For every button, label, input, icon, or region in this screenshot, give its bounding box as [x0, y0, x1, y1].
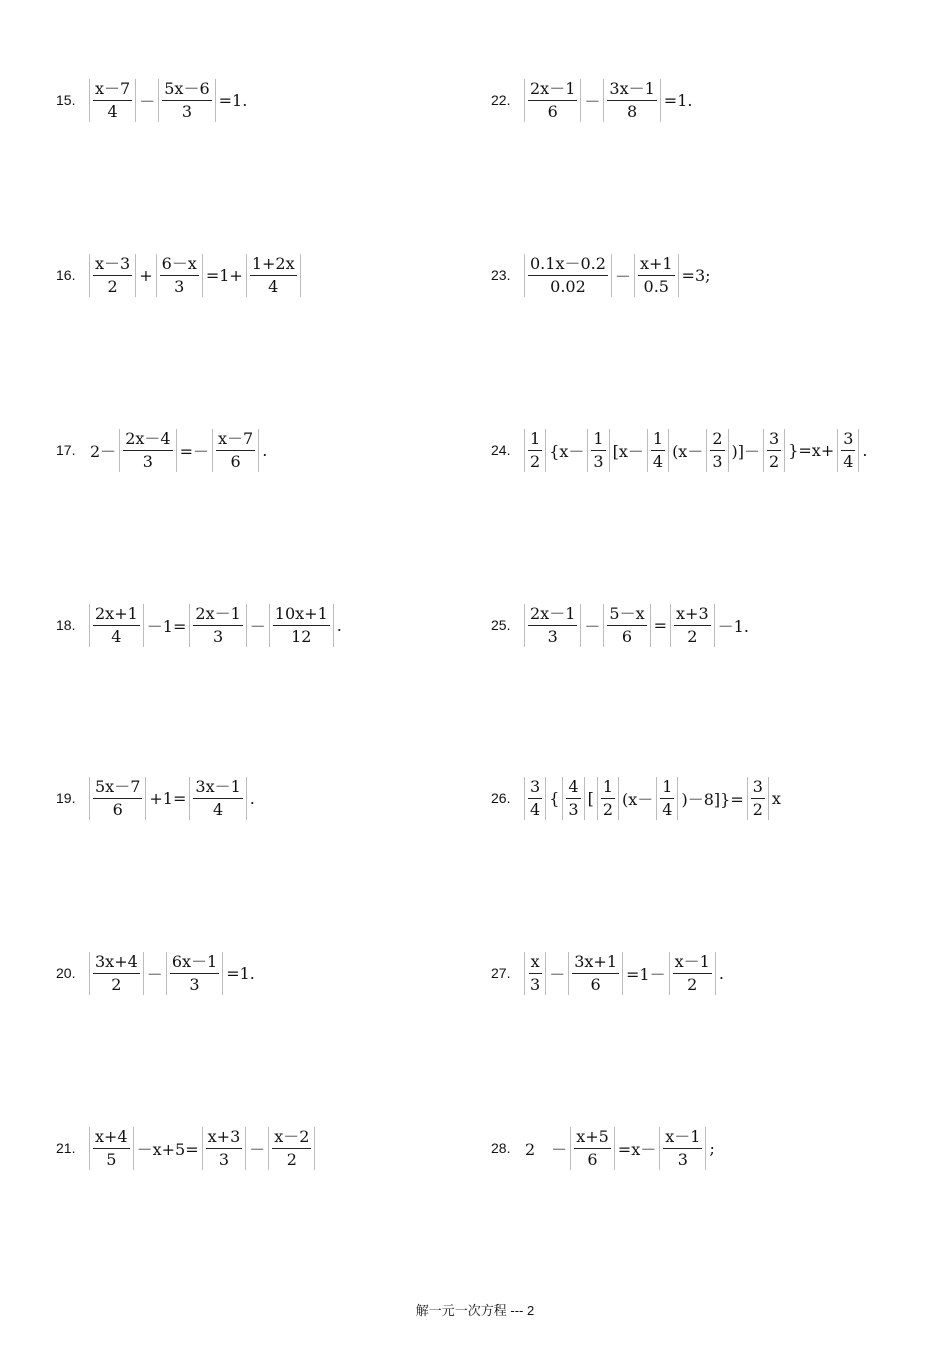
fraction — [524, 79, 581, 122]
fraction — [597, 777, 619, 820]
numerator: 2 — [710, 429, 724, 451]
denominator: 4 — [530, 799, 541, 819]
numerator: x+3 — [674, 604, 711, 626]
equation-text: . — [262, 440, 268, 460]
problem-number: 20. — [56, 965, 76, 981]
equation-problem — [56, 595, 344, 655]
numerator: 1 — [528, 429, 542, 451]
fraction — [189, 777, 246, 820]
denominator: 2 — [530, 451, 541, 471]
numerator: 5－x — [607, 604, 646, 626]
numerator: 1+2x — [250, 254, 297, 276]
denominator: 12 — [291, 626, 312, 646]
equation — [88, 79, 249, 122]
fraction — [837, 429, 859, 472]
equation-text: + — [139, 265, 153, 285]
fraction — [89, 79, 136, 122]
fraction — [568, 952, 623, 995]
equation-text: [x－ — [612, 441, 644, 461]
denominator: 2 — [687, 626, 698, 646]
fraction — [89, 254, 136, 297]
numerator: 1 — [660, 777, 674, 799]
equation-text: {x－ — [549, 441, 585, 461]
equation-text: =1+ — [205, 265, 243, 285]
numerator: x－2 — [272, 1127, 311, 1149]
equation-text: =1. — [226, 963, 255, 983]
equation — [88, 254, 302, 297]
fraction — [763, 429, 785, 472]
numerator: x－7 — [216, 429, 255, 451]
numerator: 2x－4 — [123, 429, 172, 451]
problem-number: 17. — [56, 442, 76, 458]
problem-number: 16. — [56, 267, 76, 283]
equation-problem — [491, 245, 713, 305]
fraction — [246, 254, 301, 297]
equation — [523, 429, 870, 472]
fraction — [603, 79, 660, 122]
fraction — [89, 952, 144, 995]
problem-number: 21. — [56, 1140, 76, 1156]
denominator: 3 — [189, 974, 200, 994]
denominator: 4 — [107, 101, 118, 121]
denominator: 3 — [677, 1149, 688, 1169]
equation-text: ; — [709, 1138, 715, 1158]
equation-text: . — [862, 440, 868, 460]
fraction — [562, 777, 584, 820]
denominator: 3 — [174, 276, 185, 296]
equation-text: }=x+ — [788, 440, 835, 460]
fraction — [156, 254, 203, 297]
fraction — [570, 1127, 615, 1170]
fraction — [747, 777, 769, 820]
denominator: 0.5 — [643, 276, 669, 296]
equation-text: －1. — [717, 616, 749, 636]
equation — [88, 952, 257, 995]
numerator: 3x－1 — [193, 777, 242, 799]
fraction — [89, 604, 144, 647]
numerator: 6－x — [160, 254, 199, 276]
denominator: 3 — [212, 626, 224, 646]
numerator: x－1 — [673, 952, 712, 974]
equation-text: +1= — [149, 788, 187, 808]
equation-text: = — [653, 615, 668, 635]
numerator: 3 — [751, 777, 765, 799]
equation-text: － — [249, 1139, 266, 1159]
equation — [523, 777, 783, 820]
numerator: 6x－1 — [170, 952, 219, 974]
numerator: x — [529, 952, 542, 974]
equation — [523, 1127, 717, 1170]
denominator: 6 — [230, 451, 241, 471]
denominator: 4 — [662, 799, 673, 819]
equation — [88, 429, 269, 472]
equation-text: (x－ — [672, 441, 704, 461]
problem-number: 15. — [56, 92, 76, 108]
denominator: 3 — [530, 974, 541, 994]
fraction — [524, 777, 546, 820]
denominator: 4 — [212, 799, 224, 819]
denominator: 2 — [107, 276, 118, 296]
denominator: 3 — [218, 1149, 230, 1169]
equation-problem — [56, 70, 249, 130]
numerator: 2x－1 — [528, 79, 577, 101]
denominator: 2 — [602, 799, 613, 819]
denominator: 6 — [621, 626, 633, 646]
denominator: 0.02 — [550, 276, 586, 296]
fraction — [212, 429, 259, 472]
denominator: 4 — [111, 626, 122, 646]
denominator: 5 — [106, 1149, 117, 1169]
equation-text: =－ — [179, 441, 209, 461]
denominator: 4 — [268, 276, 279, 296]
problem-number: 25. — [491, 617, 511, 633]
numerator: 3 — [528, 777, 542, 799]
denominator: 2 — [752, 799, 763, 819]
problem-number: 27. — [491, 965, 511, 981]
equation-text: . — [336, 615, 342, 635]
equation-problem — [491, 420, 870, 480]
equation-text: (x－ — [622, 789, 654, 809]
denominator: 3 — [181, 101, 193, 121]
denominator: 3 — [593, 451, 604, 471]
fraction — [524, 952, 546, 995]
problem-number: 19. — [56, 790, 76, 806]
equation-problem — [56, 768, 257, 828]
numerator: 1 — [591, 429, 605, 451]
equation-text: 2－ — [90, 441, 117, 461]
fraction — [524, 429, 546, 472]
equation-text: － — [146, 964, 163, 984]
equation-text: { — [549, 788, 560, 808]
numerator: x+4 — [93, 1127, 130, 1149]
denominator: 3 — [547, 626, 558, 646]
problem-number: 26. — [491, 790, 511, 806]
equation-text: 2 － — [525, 1139, 568, 1159]
denominator: 6 — [587, 1149, 598, 1169]
problem-number: 23. — [491, 267, 511, 283]
equation — [88, 777, 257, 820]
fraction — [166, 952, 223, 995]
fraction — [202, 1127, 247, 1170]
fraction — [706, 429, 728, 472]
numerator: 3x+4 — [93, 952, 140, 974]
equation-text: =1－ — [626, 964, 666, 984]
denominator: 8 — [627, 101, 638, 121]
equation — [523, 604, 751, 647]
fraction — [524, 254, 612, 297]
numerator: 3 — [841, 429, 855, 451]
equation-text: － — [584, 91, 601, 111]
numerator: x－7 — [93, 79, 132, 101]
numerator: 10x+1 — [273, 604, 330, 626]
fraction — [670, 604, 715, 647]
page-footer: 解一元一次方程 --- 2 — [415, 1303, 535, 1318]
denominator: 2 — [111, 974, 122, 994]
denominator: 6 — [112, 799, 123, 819]
equation-text: =1. — [218, 90, 248, 110]
denominator: 2 — [769, 451, 780, 471]
equation-text: )－8]}= — [681, 789, 744, 809]
numerator: 2x+1 — [93, 604, 140, 626]
equation-text: . — [718, 963, 724, 983]
numerator: x+5 — [574, 1127, 611, 1149]
equation-text: =1. — [663, 90, 693, 110]
problem-number: 24. — [491, 442, 511, 458]
equation-text: [ — [587, 788, 594, 808]
numerator: 0.1x－0.2 — [528, 254, 608, 276]
equation-problem — [56, 1118, 316, 1178]
equation — [523, 254, 713, 297]
equation-text: )]－ — [731, 441, 761, 461]
fraction — [268, 1127, 315, 1170]
equation-problem — [56, 245, 302, 305]
numerator: 2x－1 — [193, 604, 242, 626]
denominator: 3 — [712, 451, 723, 471]
numerator: x－3 — [93, 254, 132, 276]
denominator: 3 — [568, 799, 579, 819]
denominator: 4 — [843, 451, 854, 471]
equation-text: － — [584, 616, 601, 636]
numerator: 4 — [566, 777, 580, 799]
numerator: 5x－6 — [162, 79, 211, 101]
fraction — [89, 777, 146, 820]
equation-problem — [491, 768, 783, 828]
equation-text: =3; — [681, 265, 711, 285]
equation-text: . — [249, 788, 255, 808]
equation — [88, 1127, 316, 1170]
fraction — [89, 1127, 134, 1170]
equation-problem — [491, 595, 751, 655]
numerator: 2x－1 — [528, 604, 577, 626]
fraction — [587, 429, 609, 472]
fraction — [659, 1127, 706, 1170]
denominator: 4 — [652, 451, 664, 471]
numerator: 3x+1 — [572, 952, 619, 974]
problem-number: 18. — [56, 617, 76, 633]
denominator: 2 — [286, 1149, 297, 1169]
numerator: 1 — [601, 777, 615, 799]
numerator: 3 — [767, 429, 781, 451]
equation-text: －x+5= — [136, 1139, 199, 1159]
equation-text: － — [249, 616, 266, 636]
fraction — [269, 604, 334, 647]
problem-number: 22. — [491, 92, 511, 108]
equation-problem — [491, 1118, 717, 1178]
equation-text: － — [549, 964, 566, 984]
numerator: 3x－1 — [607, 79, 656, 101]
fraction — [634, 254, 679, 297]
numerator: 1 — [651, 429, 665, 451]
equation — [523, 79, 694, 122]
problem-number: 28. — [491, 1140, 511, 1156]
equation-text: －1= — [146, 616, 187, 636]
numerator: x－1 — [663, 1127, 702, 1149]
equation — [523, 952, 726, 995]
fraction — [119, 429, 176, 472]
equation-problem — [491, 943, 726, 1003]
fraction — [189, 604, 246, 647]
equation-text: － — [614, 266, 631, 286]
fraction — [158, 79, 215, 122]
denominator: 2 — [687, 974, 698, 994]
equation-text: － — [139, 91, 156, 111]
fraction — [603, 604, 650, 647]
fraction — [524, 604, 581, 647]
numerator: x+3 — [206, 1127, 243, 1149]
denominator: 3 — [142, 451, 153, 471]
equation-problem — [491, 70, 694, 130]
equation-problem — [56, 943, 257, 1003]
fraction — [656, 777, 678, 820]
equation-problem — [56, 420, 269, 480]
numerator: x+1 — [638, 254, 675, 276]
fraction — [647, 429, 669, 472]
numerator: 5x－7 — [93, 777, 142, 799]
equation — [88, 604, 344, 647]
equation-text: x — [771, 788, 781, 808]
denominator: 6 — [547, 101, 558, 121]
denominator: 6 — [590, 974, 601, 994]
equation-text: =x－ — [617, 1139, 657, 1159]
fraction — [669, 952, 716, 995]
